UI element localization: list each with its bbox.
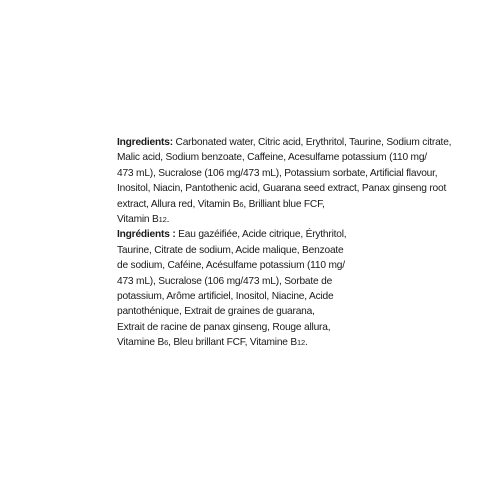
french-line-6: pantothénique, Extrait de graines de guarana,	[117, 306, 315, 318]
vitamin-b6-subscript: 6	[239, 199, 244, 209]
french-ingredients	[117, 227, 383, 350]
french-line-5: potassium, Arôme artificiel, Inositol, Niacine, Acide	[117, 291, 334, 303]
english-line-5	[117, 197, 383, 212]
french-line-1	[117, 227, 383, 242]
english-line-3: 473 mL), Sucralose (106 mg/473 mL), Potassium sorbate, Artificial flavour,	[117, 167, 438, 179]
french-text: , Bleu brillant FCF, Vitamine B	[168, 337, 297, 349]
english-line-1	[117, 135, 452, 150]
french-line-2: Taurine, Citrate de sodium, Acide malique, Benzoate	[117, 244, 344, 256]
french-text: .	[304, 337, 308, 349]
vitamine-b12-subscript: 12	[297, 338, 305, 348]
french-heading: Ingrédients :	[117, 229, 176, 241]
english-text: , Brilliant blue FCF,	[243, 198, 325, 210]
english-text: Carbonated water, Citric acid, Erythritol, Taurine, Sodium citrate,	[172, 137, 452, 148]
french-line-8	[117, 335, 383, 350]
ingredient-label	[117, 135, 452, 351]
english-line-2: Malic acid, Sodium benzoate, Caffeine, Acesulfame potassium (110 mg/	[117, 152, 427, 164]
english-text: .	[166, 214, 170, 226]
french-text: Vitamine B	[117, 337, 165, 349]
english-ingredients	[117, 135, 452, 227]
english-text: Vitamin B	[117, 214, 159, 226]
french-text: Eau gazéifiée, Acide citrique, Érythritol,	[175, 229, 347, 241]
french-line-4: 473 mL), Sucralose (106 mg/473 mL), Sorbate de	[117, 275, 333, 287]
english-line-4: Inositol, Niacin, Pantothenic acid, Guarana seed extract, Panax ginseng root	[117, 183, 447, 195]
vitamine-b6-subscript: 6	[164, 338, 169, 348]
french-line-7: Extrait de racine de panax ginseng, Rouge allura,	[117, 321, 331, 333]
english-text: extract, Allura red, Vitamin B	[117, 198, 240, 210]
english-line-6	[117, 212, 383, 227]
french-line-3: de sodium, Caféine, Acésulfame potassium (110 mg/	[117, 260, 345, 272]
english-heading: Ingredients:	[117, 137, 173, 148]
vitamin-b12-subscript: 12	[158, 215, 167, 225]
